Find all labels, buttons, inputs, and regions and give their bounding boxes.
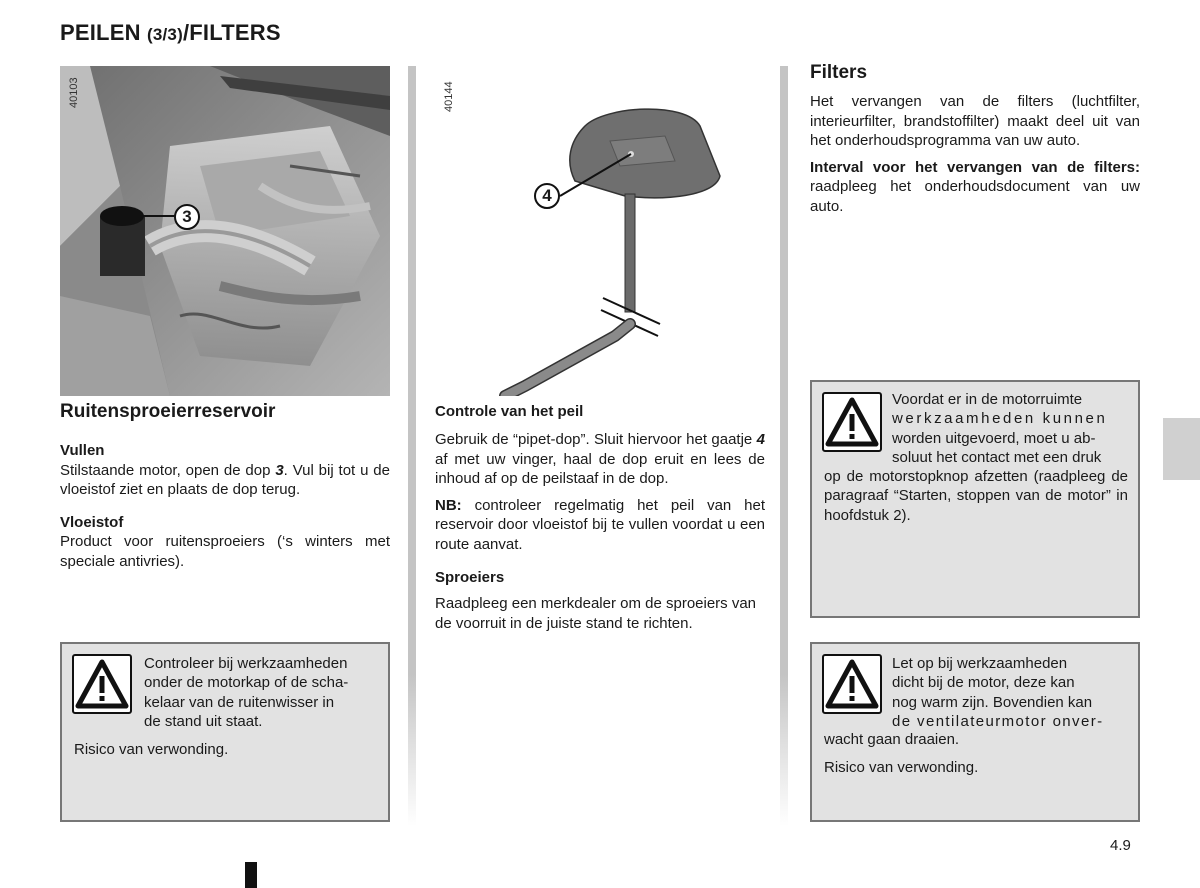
warning-risk-text: Risico van verwonding. bbox=[74, 741, 229, 758]
print-mark bbox=[245, 862, 257, 888]
section-heading-filters: Filters bbox=[810, 62, 868, 83]
warning-triangle-icon bbox=[822, 654, 882, 714]
section-heading-washer-reservoir: Ruitensproeierreservoir bbox=[60, 401, 276, 422]
left-column-text bbox=[60, 402, 390, 579]
warning-text-lines: Controleer bij werkzaamheden onder de motorkap of de scha- kelaar van de ruitenwisser in de stand uit staat. bbox=[144, 655, 349, 730]
title-main: PEILEN bbox=[60, 20, 147, 45]
callout-3: 3 bbox=[174, 204, 200, 230]
title-rest: /FILTERS bbox=[182, 20, 281, 45]
right-column-text bbox=[810, 63, 1140, 224]
dipstick-cap-illustration bbox=[435, 66, 765, 396]
title-part: (3/3) bbox=[146, 25, 183, 44]
warning-triangle-icon bbox=[822, 392, 882, 452]
warning-box-ignition bbox=[810, 380, 1140, 618]
warning-text-lines: Voordat er in de motorruimte werkzaamheden kunnen worden uitgevoerd, moet u ab- soluut het contact met een druk bbox=[892, 391, 1108, 466]
warning-triangle-icon bbox=[72, 654, 132, 714]
image-reference-code: 40144 bbox=[443, 81, 455, 112]
column-divider bbox=[780, 66, 788, 826]
warning-text-lines: Let op bij werkzaamheden dicht bij de motor, deze kan nog warm zijn. Bovendien kan de ventilateurmotor onver- bbox=[892, 655, 1104, 730]
warning-risk-text: Risico van verwonding. bbox=[824, 759, 979, 776]
check-paragraph: Gebruik de “pipet-dop”. Sluit hiervoor het gaatje 4 af met uw vinger, haal de dop eruit en lees de inhoud af op de peilstaaf in de dop. bbox=[435, 431, 765, 487]
interval-paragraph: Interval voor het vervangen van de filters: raadpleeg het onderhoudsdocument van uw auto. bbox=[810, 159, 1140, 215]
subheading-level-check: Controle van het peil bbox=[435, 403, 584, 420]
engine-bay-illustration bbox=[60, 66, 390, 396]
subheading-fill: Vullen bbox=[60, 442, 105, 460]
chapter-tab bbox=[1163, 418, 1200, 480]
middle-column-text bbox=[435, 402, 765, 641]
nozzle-paragraph: Raadpleeg een merkdealer om de sproeiers van de voorruit in de juiste stand te richten. bbox=[435, 595, 757, 632]
subheading-nozzles: Sproeiers bbox=[435, 569, 505, 587]
fluid-paragraph: Product voor ruitensproeiers (‘s winters met speciale antivries). bbox=[60, 533, 390, 570]
filters-paragraph: Het vervangen van de filters (luchtfilter, interieurfilter, brandstoffilter) maakt deel uit van het onderhoudsprogramma van uw auto. bbox=[810, 93, 1140, 149]
column-divider bbox=[408, 66, 416, 826]
engine-bay-photo bbox=[60, 66, 390, 396]
warning-box-wiper bbox=[60, 642, 390, 822]
callout-4: 4 bbox=[534, 183, 560, 209]
nb-paragraph: NB: controleer regelmatig het peil van het reservoir door vloeistof bij te vullen voordat u een route aanvat. bbox=[435, 497, 765, 553]
warning-text-continued: wacht gaan draaien. bbox=[824, 731, 960, 748]
page-number: 4.9 bbox=[1110, 837, 1131, 854]
fill-paragraph: Stilstaande motor, open de dop 3. Vul bij tot u de vloeistof ziet en plaats de dop terug. bbox=[60, 461, 390, 498]
warning-box-hot-engine bbox=[810, 642, 1140, 822]
warning-text-continued: op de motorstopknop afzetten (raadpleeg de paragraaf “Starten, stoppen van de motor” in hoofdstuk 2). bbox=[824, 468, 1128, 524]
page-title bbox=[60, 20, 281, 46]
subheading-fluid: Vloeistof bbox=[60, 514, 124, 532]
dipstick-drawing bbox=[435, 66, 765, 396]
image-reference-code: 40103 bbox=[68, 77, 80, 108]
